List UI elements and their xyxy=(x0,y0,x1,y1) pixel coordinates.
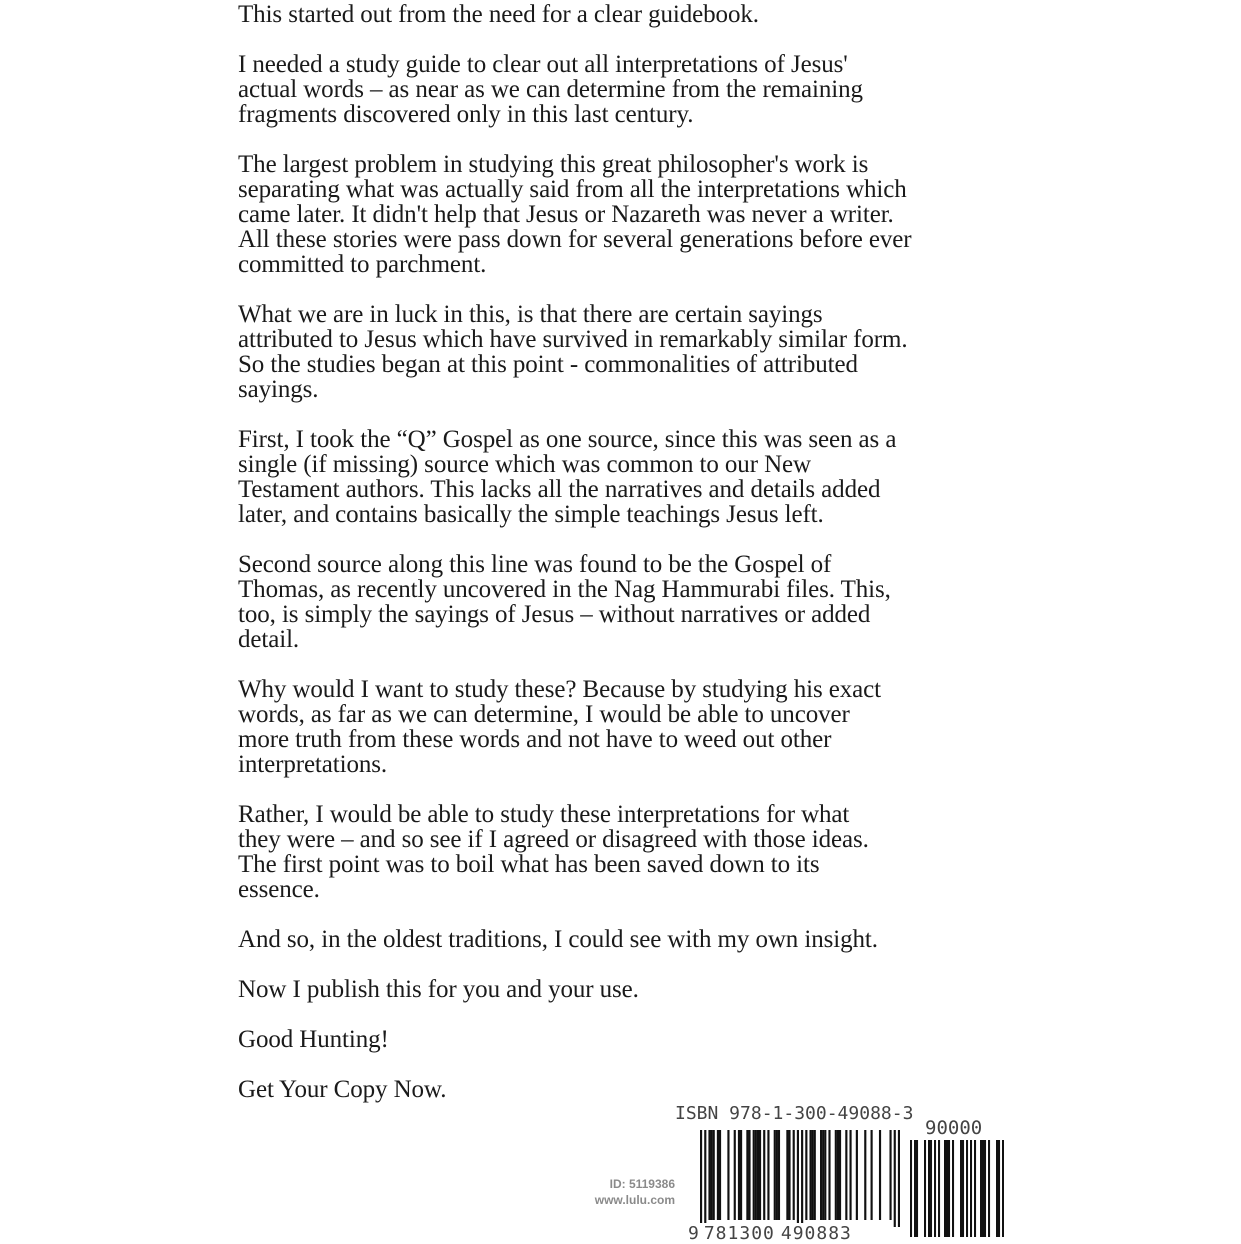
blurb-paragraph xyxy=(238,977,1018,1002)
addon-bar xyxy=(980,1140,982,1237)
addon-bar xyxy=(1002,1140,1004,1237)
blurb-line: And so, in the oldest traditions, I could see with my own insight. xyxy=(238,926,878,953)
blurb-line: I needed a study guide to clear out all interpretations of Jesus' xyxy=(238,51,848,78)
publisher-imprint xyxy=(540,1176,675,1208)
barcode-bar xyxy=(814,1130,816,1220)
addon-bar xyxy=(924,1140,926,1237)
barcode-bar xyxy=(717,1130,719,1220)
addon-bar xyxy=(996,1140,998,1237)
barcode-bar xyxy=(748,1130,750,1220)
barcode-bar xyxy=(700,1130,702,1227)
addon-bar xyxy=(984,1140,986,1237)
barcode-bar xyxy=(845,1130,847,1220)
addon-bar xyxy=(910,1140,912,1237)
barcode-bar xyxy=(849,1130,851,1220)
barcode-bar xyxy=(763,1130,765,1220)
barcode-bar xyxy=(711,1130,713,1220)
barcode-bar xyxy=(767,1130,769,1220)
addon-bar xyxy=(974,1140,976,1237)
blurb-line: So the studies began at this point - commonalities of attributed xyxy=(238,351,858,378)
addon-bar xyxy=(988,1140,990,1237)
barcode-bar xyxy=(822,1130,824,1220)
blurb-line: First, I took the “Q” Gospel as one source, since this was seen as a xyxy=(238,426,897,453)
barcode-bar xyxy=(734,1130,736,1220)
barcode-bar xyxy=(755,1130,757,1220)
barcode-bar xyxy=(713,1130,715,1220)
addon-bar xyxy=(928,1140,930,1237)
addon-bar xyxy=(966,1140,968,1237)
lulu-url: www.lulu.com xyxy=(594,1193,675,1207)
blurb-line: Thomas, as recently uncovered in the Nag Hammurabi files. This, xyxy=(238,576,891,603)
blurb-line: attributed to Jesus which have survived in remarkably similar form. xyxy=(238,326,908,353)
barcode-bar xyxy=(757,1130,759,1220)
barcode-bar xyxy=(809,1130,811,1220)
barcode-bar xyxy=(864,1130,866,1220)
barcode-bar xyxy=(708,1130,710,1220)
ean-barcode xyxy=(700,1130,900,1227)
barcode-lead-digit: 9 xyxy=(688,1223,700,1244)
blurb-line: fragments discovered only in this last century. xyxy=(238,101,694,128)
barcode-bar xyxy=(828,1130,830,1220)
blurb-line: The largest problem in studying this great philosopher's work is xyxy=(238,151,869,178)
blurb-line: Rather, I would be able to study these interpretations for what xyxy=(238,801,850,828)
addon-bar xyxy=(952,1140,954,1237)
barcode-bar xyxy=(776,1130,778,1220)
barcode-bar xyxy=(753,1130,755,1220)
blurb-paragraph xyxy=(238,2,1018,27)
blurb-line: later, and contains basically the simple teachings Jesus left. xyxy=(238,501,824,528)
addon-bar xyxy=(916,1140,918,1237)
barcode-bar xyxy=(738,1130,740,1220)
barcode-bar xyxy=(719,1130,721,1220)
blurb-line: actual words – as near as we can determine from the remaining xyxy=(238,76,863,103)
barcode-right-digits: 490883 xyxy=(780,1223,852,1244)
barcode-bar xyxy=(788,1130,790,1220)
blurb-line: single (if missing) source which was common to our New xyxy=(238,451,811,478)
addon-bar xyxy=(960,1140,962,1237)
blurb-line: came later. It didn't help that Jesus or Nazareth was never a writer. xyxy=(238,201,894,228)
barcode-bar xyxy=(837,1130,839,1220)
barcode-left-digits: 781300 xyxy=(703,1223,775,1244)
barcode-bar xyxy=(889,1130,891,1220)
blurb-line: Testament authors. This lacks all the narratives and details added xyxy=(238,476,881,503)
blurb-paragraph xyxy=(238,802,1018,902)
price-code: 90000 xyxy=(925,1117,983,1139)
blurb-line: words, as far as we can determine, I would be able to uncover xyxy=(238,701,850,728)
barcode-bar xyxy=(856,1130,858,1220)
barcode-bar xyxy=(727,1130,729,1220)
barcode-bar xyxy=(793,1130,795,1220)
addon-bar xyxy=(998,1140,1000,1237)
isbn-label: ISBN 978-1-300-49088-3 xyxy=(675,1103,914,1124)
blurb-line: detail. xyxy=(238,626,300,653)
lulu-id: ID: 5119386 xyxy=(609,1177,675,1191)
barcode-bar xyxy=(740,1130,742,1220)
addon-bar xyxy=(970,1140,972,1237)
blurb-paragraph xyxy=(238,152,1018,277)
barcode-bar xyxy=(778,1130,780,1220)
blurb-paragraph xyxy=(238,52,1018,127)
blurb-line: Now I publish this for you and your use. xyxy=(238,976,639,1003)
blurb-line: Second source along this line was found to be the Gospel of xyxy=(238,551,832,578)
addon-bar xyxy=(982,1140,984,1237)
barcode-bar xyxy=(801,1130,803,1227)
blurb-line: Good Hunting! xyxy=(238,1026,389,1053)
barcode-bar xyxy=(835,1130,837,1220)
barcode-bar xyxy=(898,1130,900,1227)
blurb-line: essence. xyxy=(238,876,320,903)
barcode-bar xyxy=(746,1130,748,1220)
addon-bar xyxy=(914,1140,916,1237)
barcode-bar xyxy=(774,1130,776,1220)
blurb-line: All these stories were pass down for several generations before ever xyxy=(238,226,912,253)
barcode-bar xyxy=(894,1130,896,1227)
barcode-bar xyxy=(839,1130,841,1220)
blurb-paragraph xyxy=(238,677,1018,777)
barcode-bar xyxy=(805,1130,807,1220)
blurb-line: What we are in luck in this, is that there are certain sayings xyxy=(238,301,823,328)
barcode-bar xyxy=(879,1130,881,1220)
addon-bar xyxy=(946,1140,948,1237)
barcode-bar xyxy=(820,1130,822,1220)
blurb-paragraph xyxy=(238,927,1018,952)
blurb-paragraph xyxy=(238,1027,1018,1052)
blurb-line: sayings. xyxy=(238,376,319,403)
blurb-paragraph xyxy=(238,552,1018,652)
blurb-paragraph xyxy=(238,427,1018,527)
blurb-line: more truth from these words and not have to weed out other xyxy=(238,726,832,753)
addon-bar xyxy=(962,1140,964,1237)
addon-bar xyxy=(938,1140,940,1237)
barcode-bar xyxy=(797,1130,799,1227)
blurb-line: they were – and so see if I agreed or disagreed with those ideas. xyxy=(238,826,869,853)
barcode-bar xyxy=(812,1130,814,1220)
addon-bar xyxy=(930,1140,932,1237)
barcode-bar xyxy=(786,1130,788,1220)
blurb-line: interpretations. xyxy=(238,751,388,778)
blurb-line: Why would I want to study these? Because by studying his exact xyxy=(238,676,881,703)
blurb-line: This started out from the need for a clear guidebook. xyxy=(238,1,759,28)
addon-bar xyxy=(934,1140,936,1237)
barcode-bar xyxy=(759,1130,761,1220)
barcode-bar xyxy=(824,1130,826,1220)
blurb-line: The first point was to boil what has been saved down to its xyxy=(238,851,820,878)
addon-bar xyxy=(948,1140,950,1237)
barcode-bar xyxy=(871,1130,873,1220)
addon-bar xyxy=(944,1140,946,1237)
barcode-bar xyxy=(704,1130,706,1227)
blurb-line: committed to parchment. xyxy=(238,251,487,278)
blurb-text xyxy=(238,0,1018,1127)
blurb-paragraph xyxy=(238,302,1018,402)
addon-barcode xyxy=(908,1140,1004,1237)
blurb-line: separating what was actually said from all the interpretations which xyxy=(238,176,907,203)
blurb-line: too, is simply the sayings of Jesus – without narratives or added xyxy=(238,601,871,628)
blurb-line: Get Your Copy Now. xyxy=(238,1076,447,1103)
blurb-paragraph xyxy=(238,1077,1018,1102)
